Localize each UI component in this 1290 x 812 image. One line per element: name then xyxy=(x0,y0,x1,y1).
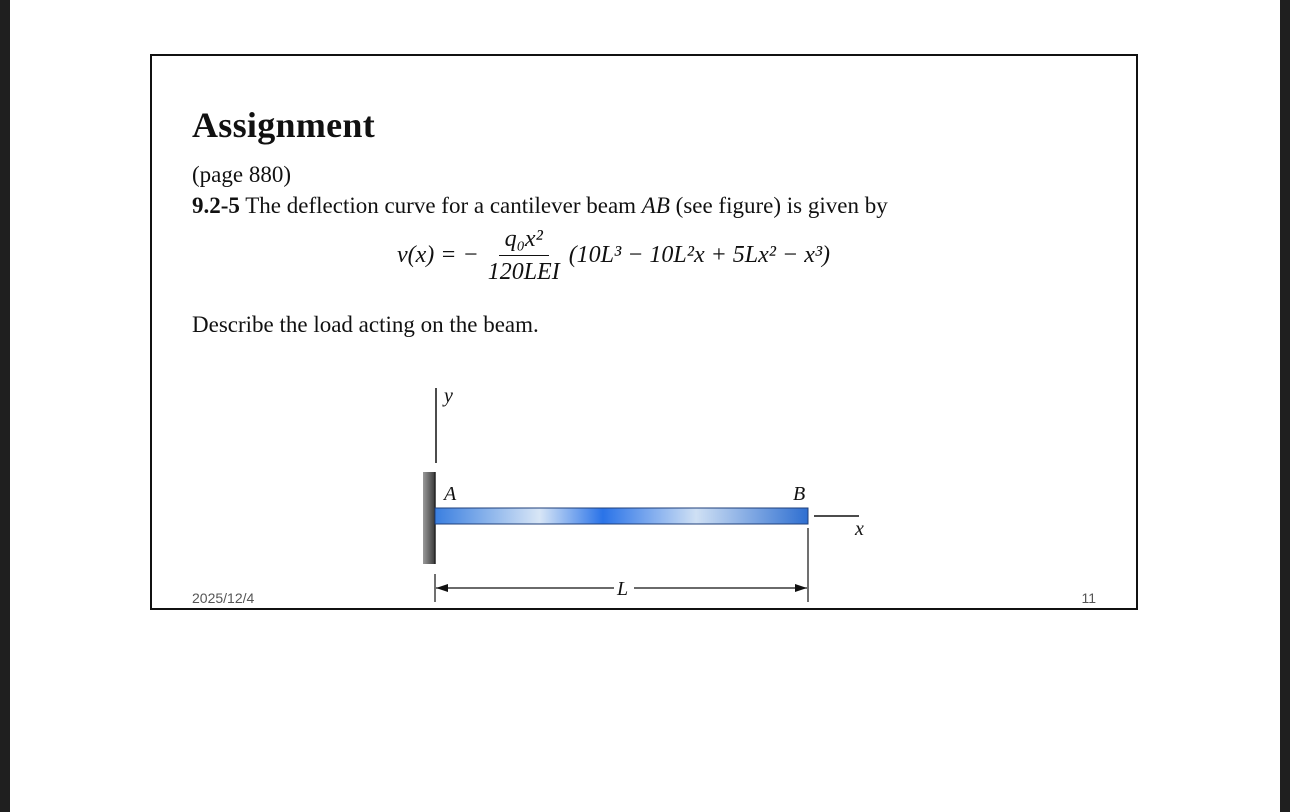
question-text: Describe the load acting on the beam. xyxy=(192,312,539,337)
dimension-arrow-left xyxy=(436,584,448,592)
equation-rhs: (10L³ − 10L²x + 5Lx² − x³) xyxy=(568,241,831,268)
equation-fraction xyxy=(482,224,566,287)
problem-text-post: (see figure) is given by xyxy=(669,193,888,218)
slide-title: Assignment xyxy=(192,105,376,145)
equation-numerator: q₀x² xyxy=(499,224,549,256)
left-dark-edge xyxy=(0,0,10,812)
problem-statement xyxy=(192,193,888,219)
x-axis-label: x xyxy=(855,518,864,540)
problem-number: 9.2-5 xyxy=(192,193,240,218)
right-dark-edge xyxy=(1280,0,1290,812)
equation-lhs: v(x) = − xyxy=(397,241,479,268)
point-b-label: B xyxy=(793,483,806,505)
deflection-equation xyxy=(397,222,830,288)
point-a-label: A xyxy=(444,483,457,505)
problem-text-pre: The deflection curve for a cantilever beam xyxy=(239,193,642,218)
page-reference: (page 880) xyxy=(192,162,291,187)
fixed-wall xyxy=(423,472,435,564)
footer-date: 2025/12/4 xyxy=(192,590,255,606)
y-axis-label: y xyxy=(444,385,453,407)
beam xyxy=(435,508,808,524)
cantilever-figure xyxy=(414,378,874,608)
equation-denominator: 120LEI xyxy=(487,258,560,285)
footer-page-number: 11 xyxy=(1081,590,1096,606)
length-label: L xyxy=(617,578,629,600)
slide xyxy=(150,54,1138,610)
beam-name: AB xyxy=(641,193,670,218)
dimension-arrow-right xyxy=(795,584,807,592)
